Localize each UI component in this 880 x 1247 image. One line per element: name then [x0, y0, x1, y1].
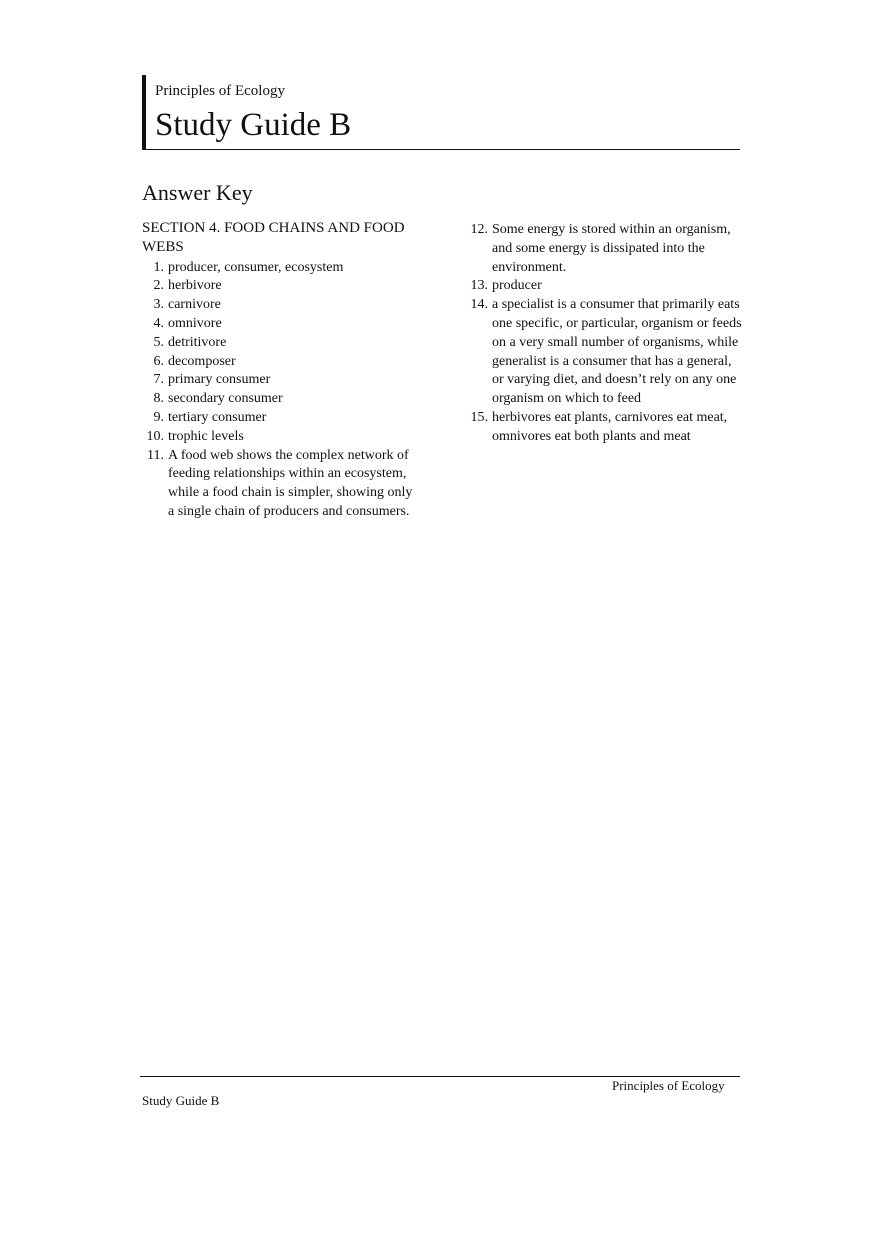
answer-list-left: [142, 259, 417, 522]
item-text: Some energy is stored within an organism, and some energy is dissipated into the environment.: [492, 222, 731, 275]
list-item: [142, 334, 417, 353]
answer-list-right: [466, 221, 746, 447]
item-number: 6.: [153, 353, 164, 369]
item-text: detritivore: [168, 334, 227, 350]
list-item: [142, 259, 417, 278]
header-block: [142, 75, 740, 150]
list-item: [142, 390, 417, 409]
item-number: 15.: [470, 409, 488, 425]
list-item: [142, 315, 417, 334]
item-text: producer: [492, 278, 542, 294]
list-item: [142, 353, 417, 372]
list-item: [466, 409, 746, 447]
item-number: 3.: [153, 297, 164, 313]
item-text: primary consumer: [168, 372, 271, 388]
answer-key-heading: Answer Key: [142, 180, 253, 205]
item-text: herbivores eat plants, carnivores eat meat, omnivores eat both plants and meat: [492, 409, 728, 444]
item-text: a specialist is a consumer that primarily eats one specific, or particular, organism or feeds on a very small number of organisms, while generalist is a consumer that has a general, or varying diet, and doesn’t rely on any one organism on which to feed: [492, 297, 742, 407]
item-text: trophic levels: [168, 428, 244, 444]
list-item: [142, 447, 417, 522]
footer-guide-name: Study Guide B: [142, 1093, 220, 1108]
list-item: [142, 277, 417, 296]
item-number: 10.: [146, 428, 164, 444]
list-item: [466, 296, 746, 409]
item-number: 5.: [153, 334, 164, 350]
list-item: [142, 371, 417, 390]
item-number: 13.: [470, 278, 488, 294]
item-number: 2.: [153, 278, 164, 294]
item-number: 12.: [470, 222, 488, 237]
item-number: 8.: [153, 391, 164, 407]
list-item: [142, 296, 417, 315]
item-text: producer, consumer, ecosystem: [168, 259, 344, 275]
page-title: Study Guide B: [155, 107, 352, 143]
section-title: SECTION 4. FOOD CHAINS AND FOOD WEBS: [142, 220, 405, 255]
item-text: omnivore: [168, 315, 222, 331]
list-item: [142, 428, 417, 447]
item-number: 1.: [153, 259, 164, 275]
item-text: decomposer: [168, 353, 236, 369]
item-text: A food web shows the complex network of feeding relationships within an ecosystem, while a food chain is simpler, showing only a single chain of producers and consumers.: [168, 447, 413, 519]
footer-divider: [140, 1076, 740, 1077]
subject-label: Principles of Ecology: [155, 83, 285, 99]
item-number: 11.: [147, 447, 164, 463]
item-number: 7.: [153, 372, 164, 388]
list-item: [466, 221, 746, 277]
item-text: carnivore: [168, 297, 221, 313]
left-column: [142, 219, 417, 522]
list-item: [466, 277, 746, 296]
right-column: [466, 221, 746, 447]
item-number: 9.: [153, 409, 164, 425]
item-text: secondary consumer: [168, 391, 283, 407]
list-item: [142, 409, 417, 428]
item-number: 14.: [470, 297, 488, 313]
item-number: 4.: [153, 315, 164, 331]
item-text: tertiary consumer: [168, 409, 267, 425]
item-text: herbivore: [168, 278, 222, 294]
footer-subject: Principles of Ecology: [612, 1078, 725, 1093]
